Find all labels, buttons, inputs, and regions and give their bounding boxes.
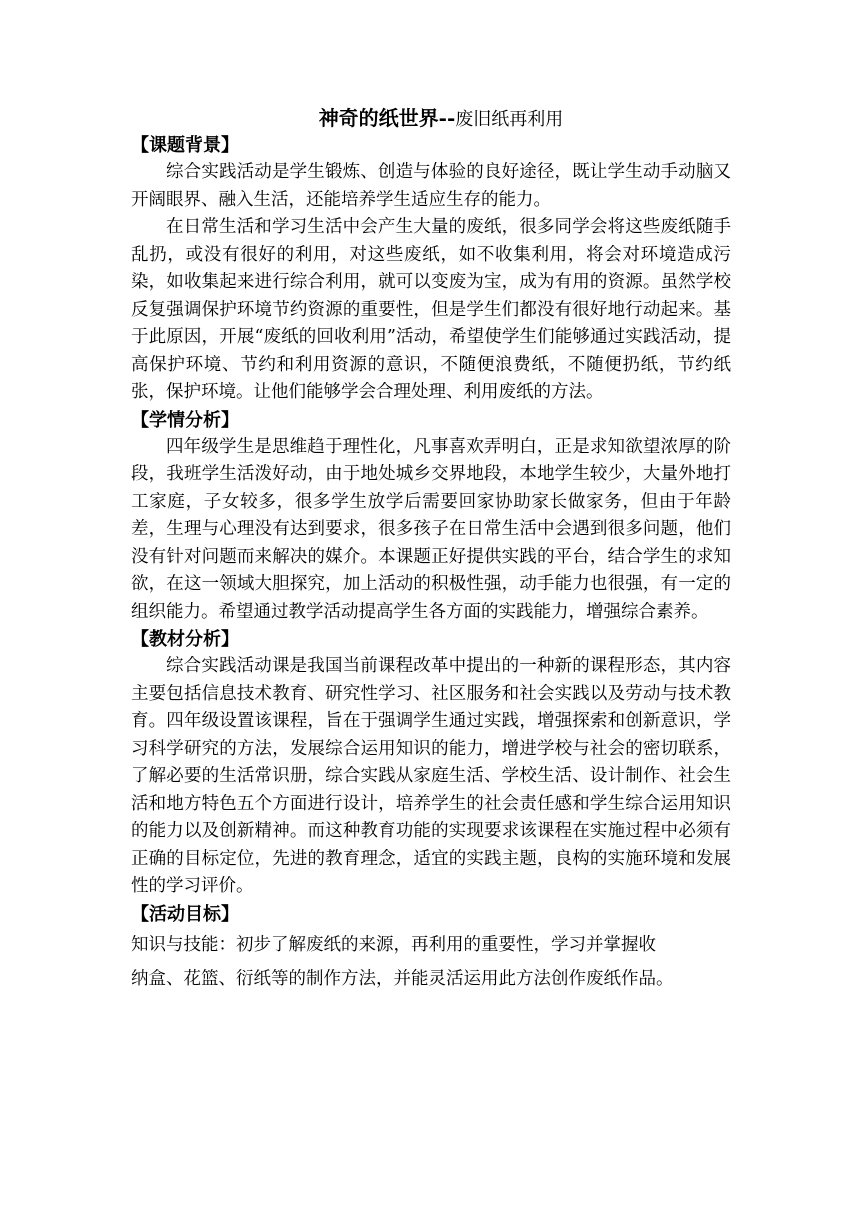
section-material-analysis bbox=[131, 626, 731, 901]
section-heading-background: 【课题背景】 bbox=[131, 135, 239, 156]
goal-line: 知识与技能：初步了解废纸的来源，再利用的重要性，学习并掌握收 bbox=[131, 934, 656, 955]
section-heading-student-analysis: 【学情分析】 bbox=[131, 409, 239, 431]
section-heading-material-analysis: 【教材分析】 bbox=[131, 629, 239, 650]
document-page bbox=[131, 104, 731, 996]
document-title bbox=[131, 104, 731, 132]
goal-line: 纳盒、花篮、衍纸等的制作方法，并能灵活运用此方法创作废纸作品。 bbox=[131, 968, 674, 989]
section-background bbox=[131, 132, 731, 407]
title-sub: 废旧纸再利用 bbox=[455, 109, 564, 130]
section-goals bbox=[131, 901, 731, 996]
paragraph: 四年级学生是思维趋于理性化，凡事喜欢弄明白，正是求知欲望浓厚的阶段，我班学生活泼好动，由于地处城乡交界地段，本地学生较少，大量外地打工家庭，子女较多，很多学生放学后需要回家协助家长做家务，但由于年龄差，生理与心理没有达到要求，很多孩子在日常生活中会遇到很多问题，他们没有针对问题而来解决的媒介。本课题正好提供实践的平台，结合学生的求知欲，在这一领域大胆探究，加上活动的积极性强，动手能力也很强，有一定的组织能力。希望通过教学活动提高学生各方面的实践能力，增强综合素养。 bbox=[131, 436, 731, 622]
paragraph: 在日常生活和学习生活中会产生大量的废纸，很多同学会将这些废纸随手乱扔，或没有很好的利用，对这些废纸，如不收集利用，将会对环境造成污染，如收集起来进行综合利用，就可以变废为宝，成为有用的资源。虽然学校反复强调保护环境节约资源的重要性，但是学生们都没有很好地行动起来。基于此原因，开展“废纸的回收利用”活动，希望使学生们能够通过实践活动，提高保护环境、节约和利用资源的意识，不随便浪费纸，不随便扔纸，节约纸张，保护环境。让他们能够学会合理处理、利用废纸的方法。 bbox=[131, 217, 731, 402]
section-student-analysis bbox=[131, 407, 731, 627]
paragraph: 综合实践活动课是我国当前课程改革中提出的一种新的课程形态，其内容主要包括信息技术教育、研究性学习、社区服务和社会实践以及劳动与技术教育。四年级设置该课程，旨在于强调学生通过实践，增强探索和创新意识，学习科学研究的方法，发展综合运用知识的能力，增进学校与社会的密切联系，了解必要的生活常识册，综合实践从家庭生活、学校生活、设计制作、社会生活和地方特色五个方面进行设计，培养学生的社会责任感和学生综合运用知识的能力以及创新精神。而这种教育功能的实现要求该课程在实施过程中必须有正确的目标定位，先进的教育理念，适宜的实践主题，良构的实施环境和发展性的学习评价。 bbox=[131, 656, 731, 896]
title-main: 神奇的纸世界-- bbox=[318, 106, 456, 130]
section-heading-goals: 【活动目标】 bbox=[131, 903, 239, 925]
paragraph: 综合实践活动是学生锻炼、创造与体验的良好途径，既让学生动手动脑又开阔眼界、融入生活，还能培养学生适应生存的能力。 bbox=[131, 162, 731, 210]
